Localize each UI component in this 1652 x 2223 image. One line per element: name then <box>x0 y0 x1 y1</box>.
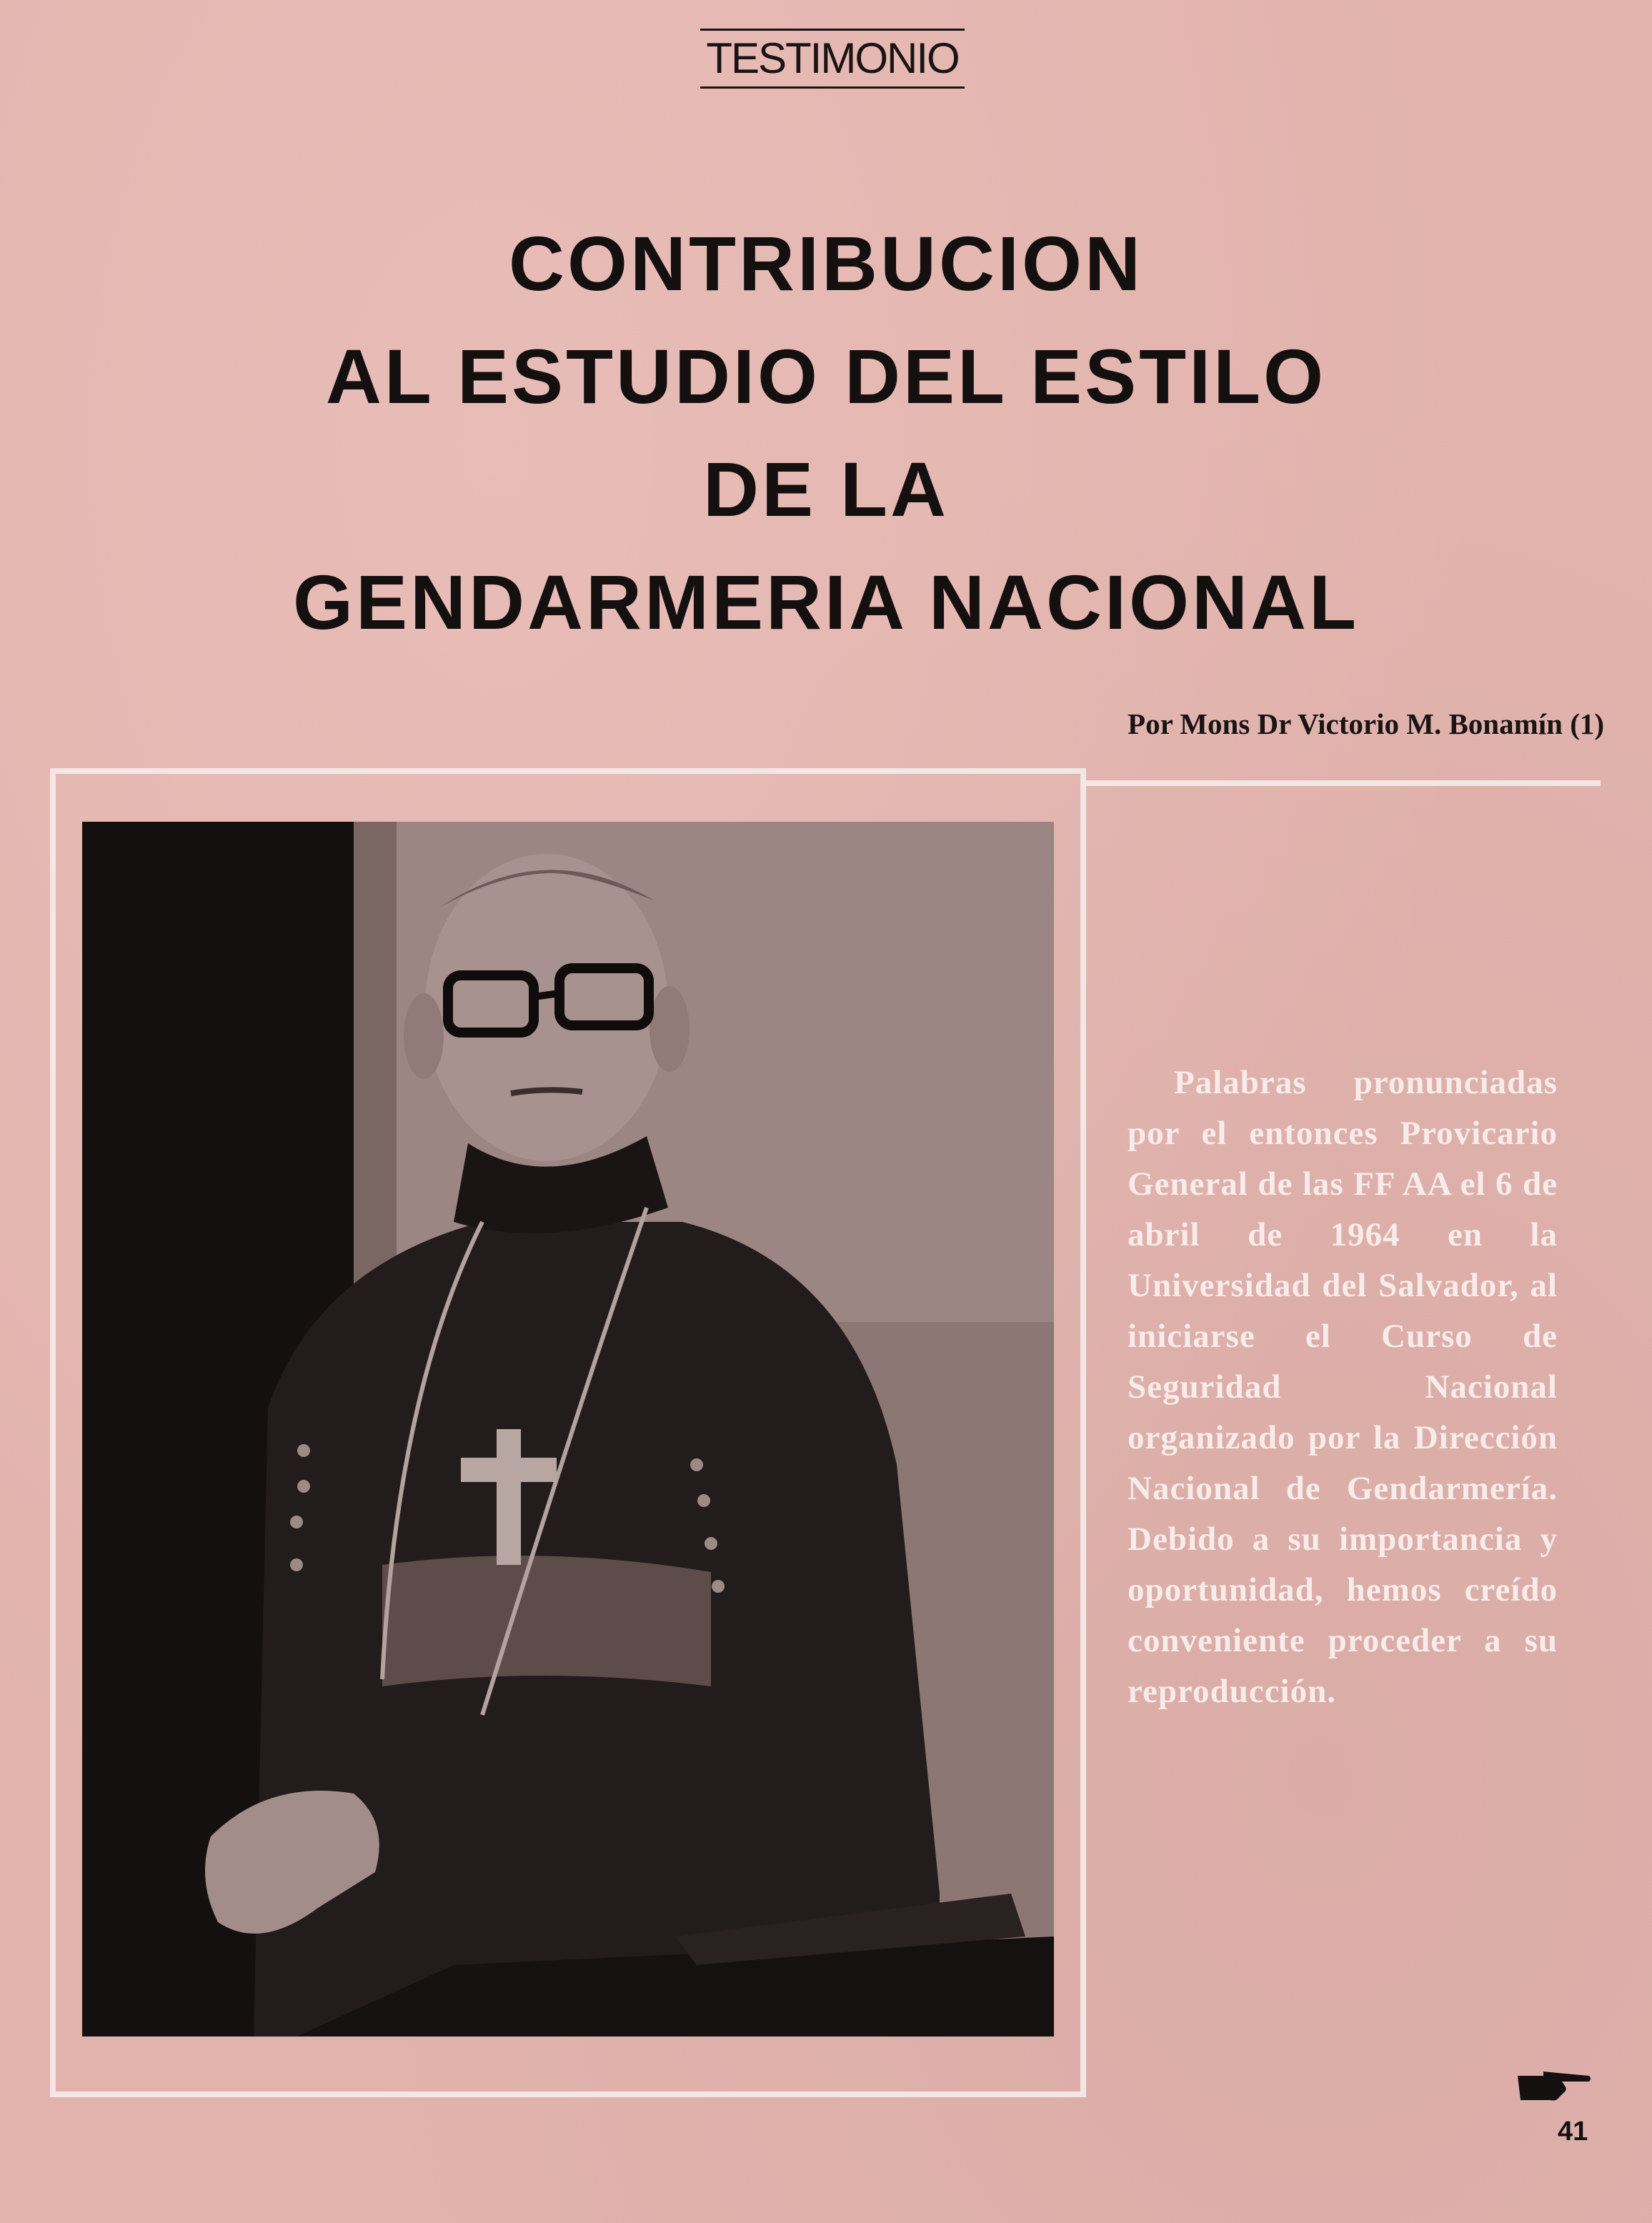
headline-line-2: AL ESTUDIO DEL ESTILO <box>325 333 1327 419</box>
headline-line-1: CONTRIBUCION <box>509 220 1143 307</box>
article-headline <box>286 207 1366 659</box>
intro-paragraph: Palabras pronunciadas por el entonces Provicario General de las FF AA el 6 de abril de 1964 en la Universidad del Salvador, al iniciarse el Curso de Seguridad Nacional organizado por la Dirección Nacional de Gendarmería. Debido a su importancia y oportunidad, hemos creído conveniente proceder a su reproducción. <box>1128 1064 1558 1710</box>
frame-rule <box>1086 780 1601 786</box>
portrait-illustration <box>82 822 1054 2036</box>
author-byline: Por Mons Dr Victorio M. Bonamín (1) <box>1128 707 1604 740</box>
portrait-photo <box>82 822 1054 2036</box>
pointing-hand-icon <box>1515 2069 1593 2104</box>
page-number: 41 <box>1558 2117 1588 2147</box>
headline-line-3: DE LA <box>703 446 949 532</box>
headline-line-4: GENDARMERIA NACIONAL <box>293 559 1359 645</box>
section-label: TESTIMONIO <box>700 29 965 89</box>
